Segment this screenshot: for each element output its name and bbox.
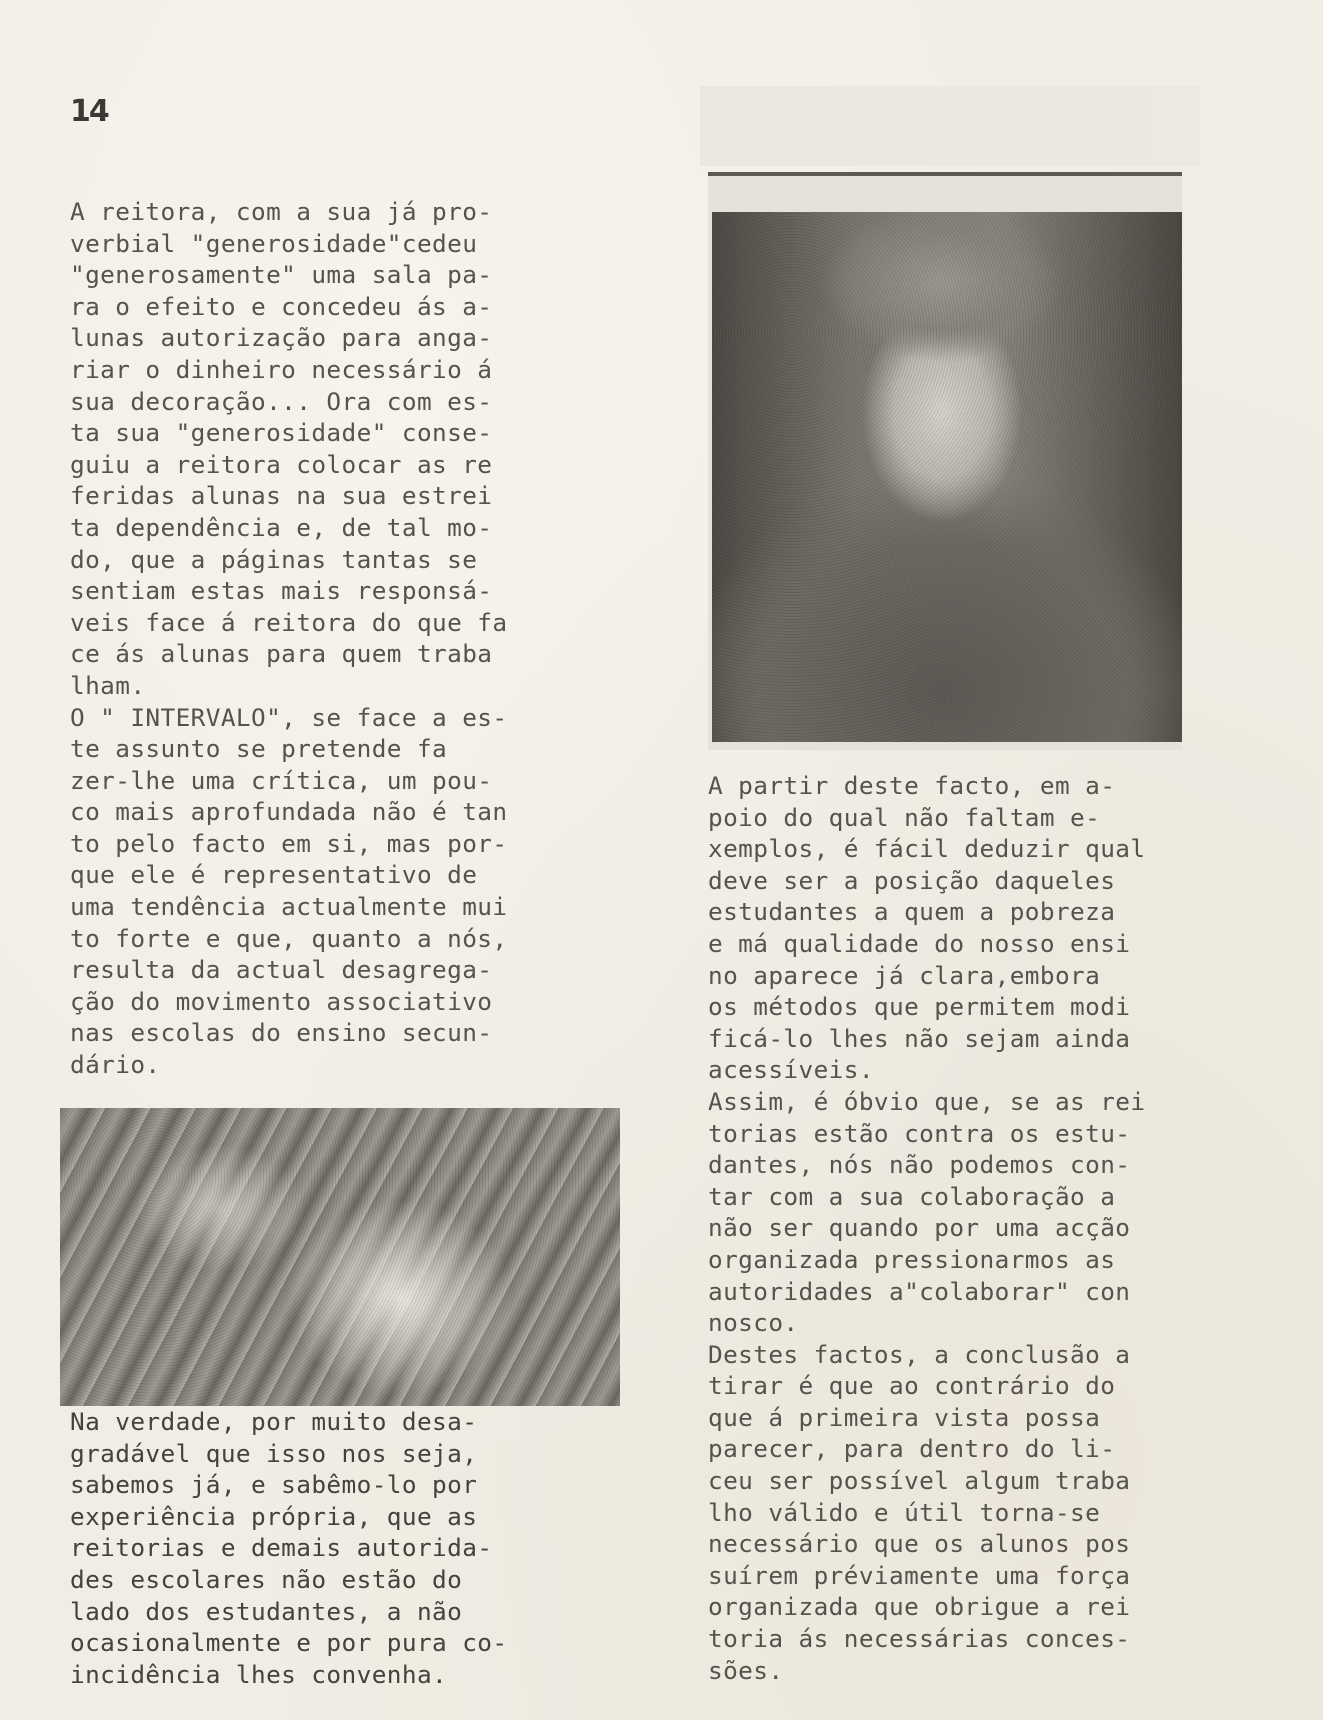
- text-line: torias estão contra os estu-: [708, 1118, 1131, 1148]
- text-line: organizada que obrigue a rei: [708, 1592, 1131, 1622]
- halftone-photo-abstract: [60, 1108, 620, 1406]
- text-line: sua decoração... Ora com es-: [70, 386, 493, 416]
- text-line: incidência lhes convenha.: [70, 1659, 448, 1689]
- text-line: autoridades a"colaborar" con: [708, 1276, 1131, 1306]
- text-line: to forte e que, quanto a nós,: [70, 923, 508, 953]
- text-line: des escolares não estão do: [70, 1564, 463, 1594]
- text-line: zer-lhe uma crítica, um pou-: [70, 765, 493, 795]
- text-line: lado dos estudantes, a não: [70, 1596, 463, 1626]
- text-line: lho válido e útil torna-se: [708, 1497, 1101, 1527]
- text-line: lunas autorização para anga-: [70, 323, 493, 353]
- photo-grain: [60, 1108, 620, 1406]
- text-line: toria ás necessárias conces-: [708, 1624, 1131, 1654]
- text-line: parecer, para dentro do li-: [708, 1434, 1116, 1464]
- halftone-photo-helmeted-figure: [712, 212, 1182, 742]
- text-line: experiência própria, que as: [70, 1501, 478, 1531]
- text-line: não ser quando por uma acção: [708, 1213, 1131, 1243]
- text-line: suírem préviamente uma força: [708, 1560, 1131, 1590]
- text-line: reitorias e demais autorida-: [70, 1533, 493, 1563]
- text-line: acessíveis.: [708, 1055, 874, 1085]
- text-line: tar com a sua colaboração a: [708, 1181, 1116, 1211]
- text-line: ta sua "generosidade" conse-: [70, 418, 493, 448]
- text-line: no aparece já clara,embora: [708, 960, 1101, 990]
- text-line: dantes, nós não podemos con-: [708, 1150, 1131, 1180]
- text-line: que ele é representativo de: [70, 860, 478, 890]
- text-line: A reitora, com a sua já pro-: [70, 197, 493, 226]
- text-line: necessário que os alunos pos: [708, 1529, 1131, 1559]
- text-line: lham.: [70, 670, 146, 700]
- text-line: estudantes a quem a pobreza: [708, 897, 1116, 927]
- text-line: ceu ser possível algum traba: [708, 1466, 1131, 1496]
- text-line: uma tendência actualmente mui: [70, 892, 508, 922]
- text-line: te assunto se pretende fa: [70, 734, 448, 764]
- left-column-top-text: [70, 196, 630, 1081]
- show-through-shadow: [700, 86, 1200, 166]
- text-line: xemplos, é fácil deduzir qual: [708, 834, 1146, 864]
- text-line: os métodos que permitem modi: [708, 992, 1131, 1022]
- right-column-text: [708, 770, 1268, 1686]
- text-line: sabemos já, e sabêmo-lo por: [70, 1470, 478, 1500]
- text-line: ta dependência e, de tal mo-: [70, 512, 493, 542]
- text-line: to pelo facto em si, mas por-: [70, 828, 508, 858]
- text-line: guiu a reitora colocar as re: [70, 449, 493, 479]
- left-column-bottom-text: [70, 1406, 630, 1690]
- text-line: Na verdade, por muito desa-: [70, 1407, 478, 1436]
- text-line: sões.: [708, 1655, 784, 1685]
- text-line: nosco.: [708, 1308, 799, 1338]
- text-line: ra o efeito e concedeu ás a-: [70, 291, 493, 321]
- text-line: veis face á reitora do que fa: [70, 607, 508, 637]
- text-line: tirar é que ao contrário do: [708, 1371, 1116, 1401]
- text-line: que á primeira vista possa: [708, 1402, 1101, 1432]
- text-line: "generosamente" uma sala pa-: [70, 260, 493, 290]
- text-line: dário.: [70, 1050, 161, 1080]
- text-line: ocasionalmente e por pura co-: [70, 1628, 508, 1658]
- text-line: ção do movimento associativo: [70, 986, 493, 1016]
- text-line: resulta da actual desagrega-: [70, 955, 493, 985]
- text-line: A partir deste facto, em a-: [708, 771, 1116, 800]
- text-line: nas escolas do ensino secun-: [70, 1018, 493, 1048]
- text-line: riar o dinheiro necessário á: [70, 354, 493, 384]
- text-line: ficá-lo lhes não sejam ainda: [708, 1023, 1131, 1053]
- text-line: do, que a páginas tantas se: [70, 544, 478, 574]
- text-line: e má qualidade do nosso ensi: [708, 928, 1131, 958]
- text-line: sentiam estas mais responsá-: [70, 576, 493, 606]
- text-line: poio do qual não faltam e-: [708, 802, 1101, 832]
- text-line: deve ser a posição daqueles: [708, 865, 1116, 895]
- text-line: feridas alunas na sua estrei: [70, 481, 493, 511]
- text-line: Assim, é óbvio que, se as rei: [708, 1086, 1146, 1116]
- text-line: Destes factos, a conclusão a: [708, 1339, 1131, 1369]
- text-line: organizada pressionarmos as: [708, 1244, 1116, 1274]
- text-line: co mais aprofundada não é tan: [70, 797, 508, 827]
- text-line: gradável que isso nos seja,: [70, 1438, 478, 1468]
- text-line: verbial "generosidade"cedeu: [70, 228, 478, 258]
- text-line: ce ás alunas para quem traba: [70, 639, 493, 669]
- page-number: 14: [70, 94, 108, 129]
- photo-grain: [712, 212, 1182, 742]
- text-line: O " INTERVALO", se face a es-: [70, 702, 508, 732]
